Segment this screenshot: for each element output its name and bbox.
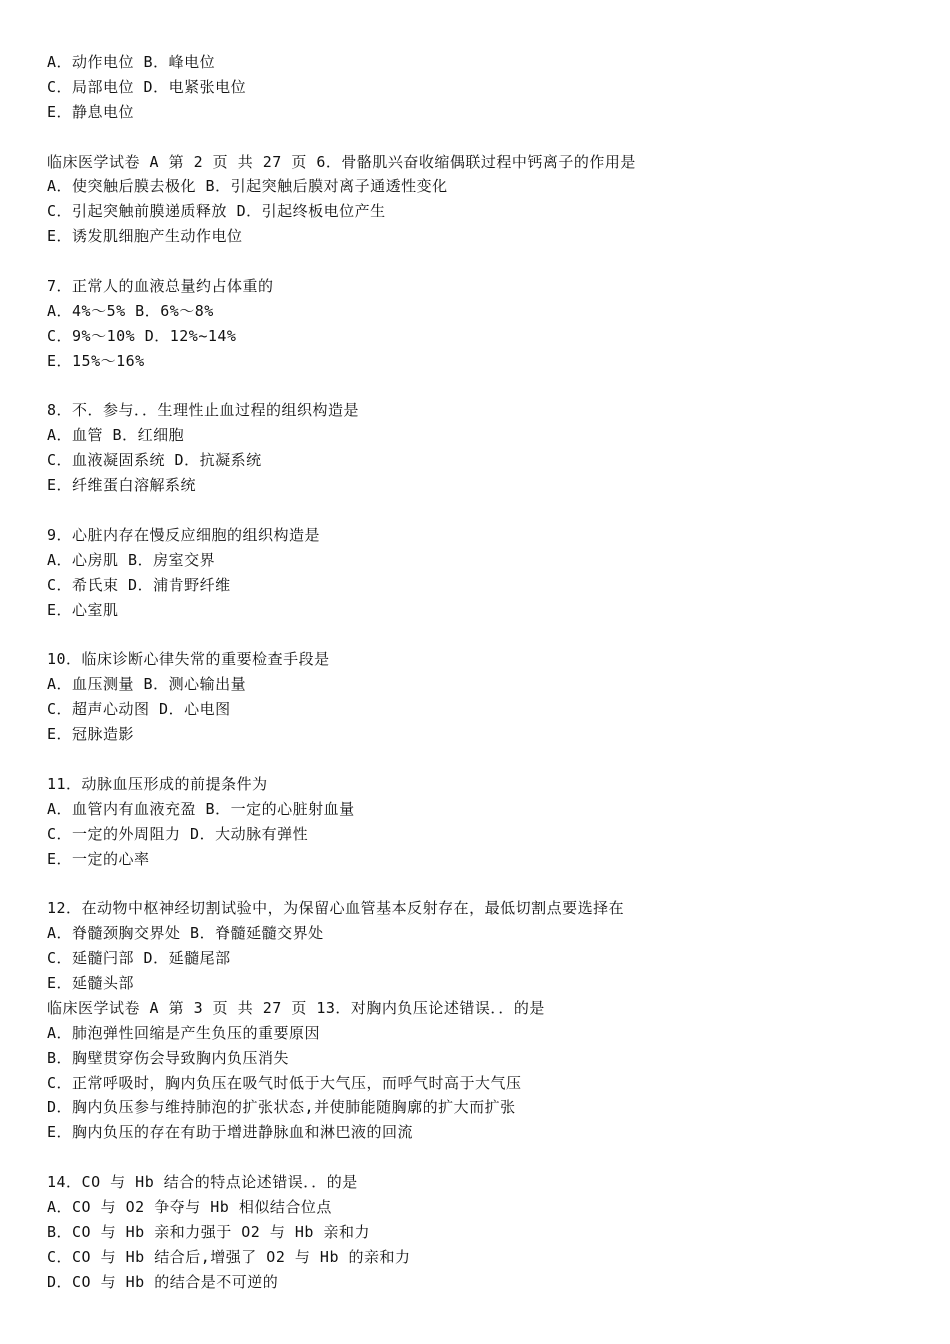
text-line: E．诱发肌细胞产生动作电位 xyxy=(47,227,243,246)
text-line: D．CO 与 Hb 的结合是不可逆的 xyxy=(47,1272,279,1291)
text-line: D．胸内负压参与维持肺泡的扩张状态,并使肺能随胸廓的扩大而扩张 xyxy=(47,1098,516,1117)
text-line: E．静息电位 xyxy=(47,102,135,121)
text-line: C．希氏束 D．浦肯野纤维 xyxy=(47,575,231,594)
page-footer-question-line: 临床医学试卷 A 第 3 页 共 27 页 13．对胸内负压论述错误．．的是 xyxy=(47,998,545,1017)
text-line: C．超声心动图 D．心电图 xyxy=(47,700,231,719)
question-line: 11．动脉血压形成的前提条件为 xyxy=(47,774,268,793)
text-line: C．CO 与 Hb 结合后,增强了 O2 与 Hb 的亲和力 xyxy=(47,1247,411,1266)
question-line: 7．正常人的血液总量约占体重的 xyxy=(47,277,274,296)
blank-line xyxy=(47,498,907,523)
text-line: C．一定的外周阻力 D．大动脉有弹性 xyxy=(47,824,309,843)
question-line: 14．CO 与 Hb 结合的特点论述错误．．的是 xyxy=(47,1173,358,1192)
text-line: C．延髓闩部 D．延髓尾部 xyxy=(47,949,231,968)
blank-line xyxy=(47,374,907,399)
text-line: A．心房肌 B．房室交界 xyxy=(47,550,216,569)
text-line: A．血管内有血液充盈 B．一定的心脏射血量 xyxy=(47,799,355,818)
text-line: A．4%～5% B．6%～8% xyxy=(47,301,214,320)
text-line: E．心室肌 xyxy=(47,600,119,619)
blank-line xyxy=(47,125,907,150)
text-line: C．9%～10% D．12%~14% xyxy=(47,326,237,345)
document-page xyxy=(47,50,907,1295)
question-line: 9．心脏内存在慢反应细胞的组织构造是 xyxy=(47,525,321,544)
blank-line xyxy=(47,1145,907,1170)
blank-line xyxy=(47,747,907,772)
text-line: B．CO 与 Hb 亲和力强于 O2 与 Hb 亲和力 xyxy=(47,1222,370,1241)
text-line: C．局部电位 D．电紧张电位 xyxy=(47,77,247,96)
text-line: A．使突触后膜去极化 B．引起突触后膜对离子通透性变化 xyxy=(47,177,448,196)
text-line: E．延髓头部 xyxy=(47,973,135,992)
blank-line xyxy=(47,871,907,896)
question-line: 10．临床诊断心律失常的重要检查手段是 xyxy=(47,650,330,669)
text-line: C．引起突触前膜递质释放 D．引起终板电位产生 xyxy=(47,202,386,221)
text-line: A．肺泡弹性回缩是产生负压的重要原因 xyxy=(47,1023,321,1042)
text-line: C．血液凝固系统 D．抗凝系统 xyxy=(47,451,262,470)
text-line: A．血压测量 B．测心输出量 xyxy=(47,675,247,694)
text-line: A．动作电位 B．峰电位 xyxy=(47,53,216,71)
question-line: 12．在动物中枢神经切割试验中，为保留心血管基本反射存在，最低切割点要选择在 xyxy=(47,899,625,918)
question-line: 8．不．参与．．生理性止血过程的组织构造是 xyxy=(47,401,360,420)
text-line: E．一定的心率 xyxy=(47,849,150,868)
text-line: B．胸壁贯穿伤会导致胸内负压消失 xyxy=(47,1048,290,1067)
page-footer-question-line: 临床医学试卷 A 第 2 页 共 27 页 6．骨骼肌兴奋收缩偶联过程中钙离子的作用是 xyxy=(47,152,636,171)
text-line: A．血管 B．红细胞 xyxy=(47,426,185,445)
text-line: C．正常呼吸时，胸内负压在吸气时低于大气压，而呼气时高于大气压 xyxy=(47,1073,522,1092)
text-line: E．纤维蛋白溶解系统 xyxy=(47,476,197,495)
text-line: E．胸内负压的存在有助于增进静脉血和淋巴液的回流 xyxy=(47,1123,414,1142)
text-line: A．脊髓颈胸交界处 B．脊髓延髓交界处 xyxy=(47,924,324,943)
text-line: E．15%～16% xyxy=(47,351,145,370)
text-line: A．CO 与 O2 争夺与 Hb 相似结合位点 xyxy=(47,1197,332,1216)
text-line: E．冠脉造影 xyxy=(47,725,135,744)
blank-line xyxy=(47,249,907,274)
blank-line xyxy=(47,622,907,647)
